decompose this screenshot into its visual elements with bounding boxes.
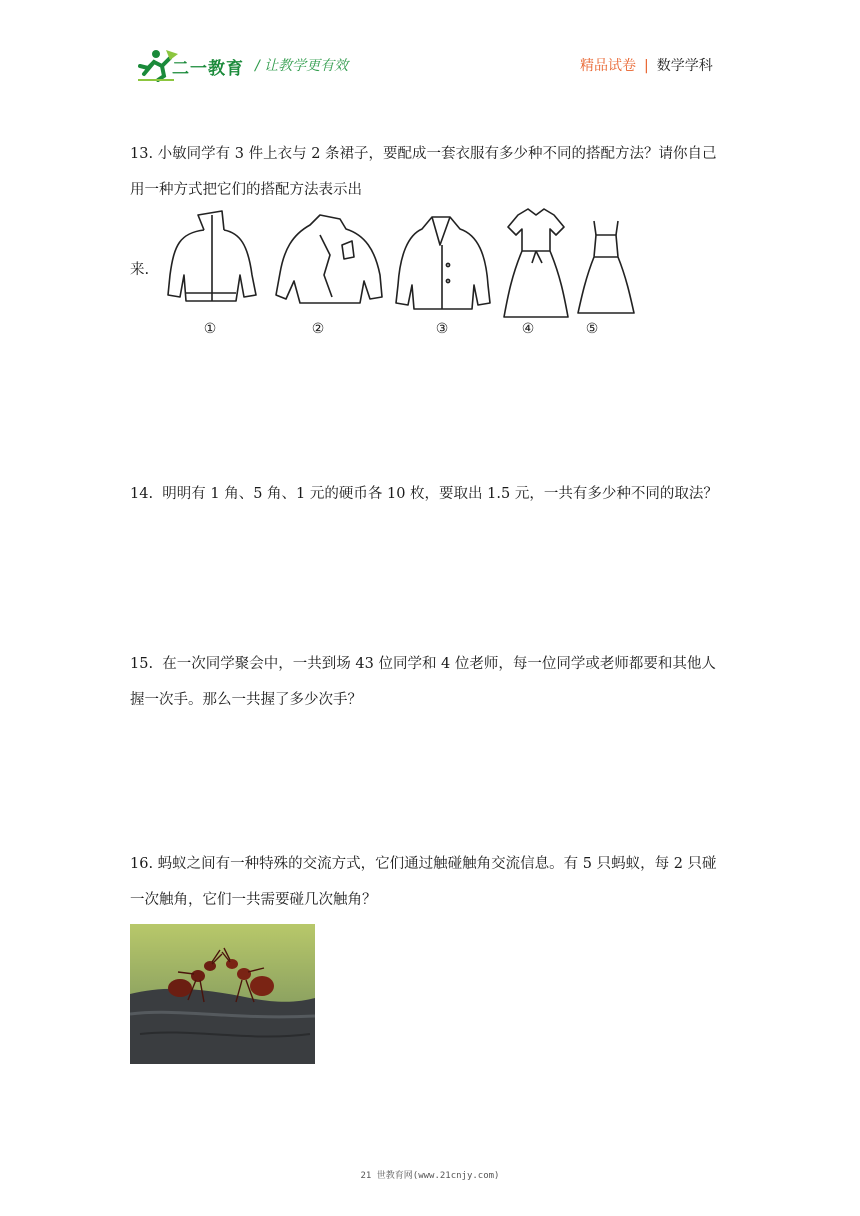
jacket-icon — [168, 211, 256, 301]
sleeveless-dress-icon — [578, 221, 634, 313]
clothing-label-3: ③ — [435, 321, 449, 337]
question-number: 16. — [130, 856, 154, 872]
header-separator: | — [644, 58, 649, 74]
question-13-tail: 来. — [130, 262, 150, 278]
logo-text: 二一教育 — [172, 59, 244, 79]
question-number: 14. — [130, 486, 154, 502]
clothing-label-1: ① — [203, 321, 217, 337]
question-16 — [130, 846, 730, 918]
question-16-line2: 一次触角，它们一共需要碰几次触角？ — [130, 892, 377, 908]
question-15-line2: 握一次手。那么一共握了多少次手？ — [130, 692, 362, 708]
ants-photo — [130, 924, 315, 1064]
dress-icon — [504, 209, 568, 317]
question-15-line1: 15. 在一次同学聚会中，一共到场 43 位同学和 4 位老师，每一位同学或老师都要和其他人 — [130, 656, 716, 672]
question-number: 15. — [130, 656, 154, 672]
shirt-icon — [276, 215, 382, 303]
clothing-label-5: ⑤ — [585, 321, 599, 337]
slogan: / 让教学更有效 — [255, 58, 349, 74]
question-13-line2: 用一种方式把它们的搭配方法表示出 — [130, 182, 362, 198]
clothing-illustration — [160, 205, 640, 345]
clothing-label-4: ④ — [521, 321, 535, 337]
question-number: 13. — [130, 146, 154, 162]
question-14: 14. 明明有 1 角、5 角、1 元的硬币各 10 枚，要取出 1.5 元，一共有多少种不同的取法？ — [130, 486, 718, 502]
question-13 — [130, 136, 730, 208]
blazer-icon — [396, 217, 490, 309]
page-header — [0, 0, 860, 100]
quality-label: 精品试卷 — [580, 58, 636, 74]
question-16-line1: 16. 蚂蚁之间有一种特殊的交流方式，它们通过触碰触角交流信息。有 5 只蚂蚁，每 2 只碰 — [130, 856, 717, 872]
question-13-line1: 13. 小敏同学有 3 件上衣与 2 条裙子，要配成一套衣服有多少种不同的搭配方法？请你自己 — [130, 146, 717, 162]
clothing-label-2: ② — [311, 321, 325, 337]
question-15 — [130, 646, 730, 718]
subject-label: 数学学科 — [656, 58, 713, 74]
header-right — [580, 55, 713, 75]
page-footer: 21 世教育网(www.21cnjy.com) — [360, 1171, 500, 1181]
